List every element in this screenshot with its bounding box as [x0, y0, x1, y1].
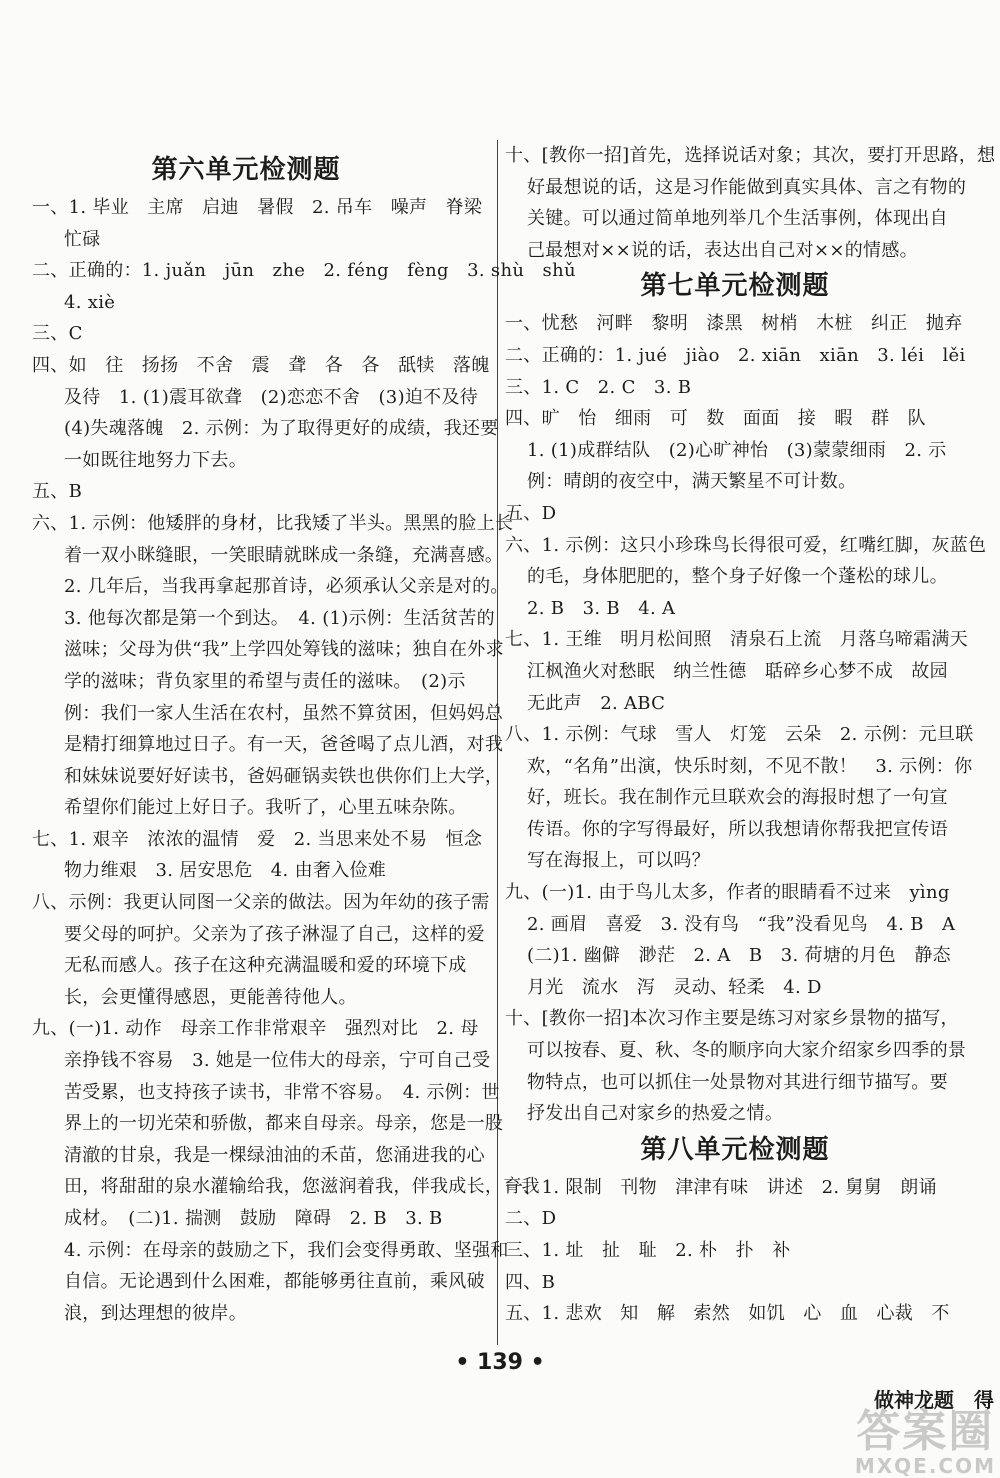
text-line: 五、B	[32, 481, 83, 503]
text-line: 自信。无论遇到什么困难，都能够勇往直前，乘风破	[64, 1271, 485, 1293]
text-line: 三、C	[32, 323, 83, 345]
text-line: (二)1. 幽僻 渺茫 2. A B 3. 荷塘的月色 静态	[527, 945, 951, 967]
text-line: 物特点，也可以抓住一处景物对其进行细节描写。要	[527, 1071, 948, 1093]
text-line: 浪，到达理想的彼岸。	[64, 1302, 247, 1324]
brand-label: 做神龙题 得	[874, 1388, 994, 1412]
text-line: 忙碌	[64, 228, 101, 250]
watermark-text: 答案圈	[856, 1406, 995, 1457]
text-line: 三、1. C 2. C 3. B	[505, 376, 692, 398]
text-line: 八、示例：我更认同图一父亲的做法。因为年幼的孩子需	[32, 892, 490, 914]
text-line: 一、1. 限制 刊物 津津有味 讲述 2. 舅舅 朗诵	[505, 1176, 937, 1198]
text-line: 传语。你的字写得最好，所以我想请你帮我把宣传语	[527, 818, 948, 840]
text-line: 关键。可以通过简单地列举几个生活事例，体现出自	[527, 208, 948, 230]
text-line: 抒发出自己对家乡的热爱之情。	[527, 1103, 784, 1125]
text-line: 无此声 2. ABC	[527, 692, 666, 714]
text-line: 2. B 3. B 4. A	[527, 597, 676, 619]
text-line: 一、1. 毕业 主席 启迪 暑假 2. 吊车 噪声 脊梁	[32, 197, 483, 218]
text-line: 的毛，身体肥肥的，整个身子好像一个蓬松的球儿。	[527, 566, 948, 588]
section-heading-unit7: 第七单元检测题	[640, 271, 830, 302]
text-line: 四、旷 怡 细雨 可 数 面面 接 暇 群 队	[505, 408, 926, 430]
watermark-logo	[855, 1408, 996, 1476]
text-line: 十、[教你一招]本次习作主要是练习对家乡景物的描写，	[505, 1008, 959, 1030]
text-line: 学的滋味；背负家里的希望与责任的滋味。 (2)示	[64, 670, 466, 692]
text-line: 着一双小眯缝眼，一笑眼睛就眯成一条缝，充满喜感。	[64, 544, 504, 566]
text-line: 七、1. 王维 明月松间照 清泉石上流 月落乌啼霜满天	[505, 629, 968, 651]
text-line: 五、1. 悲欢 知 解 索然 如饥 心 血 心裁 不	[505, 1303, 950, 1325]
text-line: 七、1. 艰辛 浓浓的温情 爱 2. 当思来处不易 恒念	[32, 828, 483, 850]
text-line: 十、[教你一招]首先，选择说话对象；其次，要打开思路，想	[505, 145, 996, 166]
text-line: 四、如 往 扬扬 不舍 震 聋 各 各 舐犊 落魄	[32, 354, 490, 376]
page-number: • 139 •	[455, 1350, 545, 1375]
text-line: 田，将甜甜的泉水灌输给我，您滋润着我，伴我成长，育我	[64, 1176, 540, 1198]
text-line: 四、B	[505, 1271, 556, 1293]
text-line: 八、1. 示例：气球 雪人 灯笼 云朵 2. 示例：元旦联	[505, 724, 974, 746]
text-line: 3. 他每次都是第一个到达。 4. (1)示例：生活贫苦的	[64, 607, 495, 629]
text-line: 和妹妹说要好好读书，爸妈砸锅卖铁也供你们上大学，	[64, 765, 504, 787]
text-line: 可以按春、夏、秋、冬的顺序向大家介绍家乡四季的景	[527, 1040, 967, 1062]
text-line: 2. 画眉 喜爱 3. 没有鸟 “我”没看见鸟 4. B A	[527, 913, 956, 935]
text-line: 五、D	[505, 502, 557, 524]
text-line: 例：我们一家人生活在农村，虽然不算贫困，但妈妈总	[64, 702, 504, 724]
text-line: 无私而感人。孩子在这种充满温暖和爱的环境下成	[64, 955, 467, 977]
text-line: 1. (1)成群结队 (2)心旷神怡 (3)蒙蒙细雨 2. 示	[527, 439, 947, 461]
text-line: 二、正确的：1. jué jiào 2. xiān xiān 3. léi lěi	[505, 344, 966, 366]
section-heading-unit6: 第六单元检测题	[151, 155, 341, 185]
text-line: 好最想说的话，这是习作能做到真实具体、言之有物的	[527, 176, 967, 198]
text-line: 江枫渔火对愁眠 纳兰性德 聒碎乡心梦不成 故园	[527, 660, 948, 682]
text-line: 物力维艰 3. 居安思危 4. 由奢入俭难	[64, 860, 387, 882]
section-heading-unit8: 第八单元检测题	[640, 1134, 830, 1165]
text-line: 及待 1. (1)震耳欲聋 (2)恋恋不舍 (3)迫不及待	[64, 386, 479, 408]
text-line: 写在海报上，可以吗？	[527, 850, 710, 872]
text-line: 好，班长。我在制作元旦联欢会的海报时想了一句宣	[527, 787, 948, 809]
text-line: 希望你们能过上好日子。我听了，心里五味杂陈。	[64, 797, 467, 819]
text-line: 己最想对××说的话，表达出自己对××的情感。	[527, 239, 918, 261]
text-line: 九、(一)1. 由于鸟儿太多，作者的眼睛看不过来 yìng	[505, 882, 950, 904]
text-line: 六、1. 示例：他矮胖的身材，比我矮了半头。黑黑的脸上长	[32, 512, 514, 534]
text-line: 欢，“名角”出演，快乐时刻，不见不散！ 3. 示例：你	[527, 755, 973, 777]
text-line: 月光 流水 泻 灵动、轻柔 4. D	[527, 976, 822, 998]
text-line: 六、1. 示例：这只小珍珠鸟长得很可爱，红嘴红脚，灰蓝色	[505, 534, 987, 556]
text-line: 要父母的呵护。父亲为了孩子淋湿了自己，这样的爱	[64, 923, 485, 945]
text-line: 二、正确的：1. juǎn jūn zhe 2. féng fèng 3. shù shǔ	[32, 260, 576, 282]
text-line: 例：晴朗的夜空中，满天繁星不可计数。	[527, 471, 857, 493]
text-line: 滋味；父母为供“我”上学四处筹钱的滋味；独自在外求	[64, 639, 504, 661]
text-line: 一如既往地努力下去。	[64, 449, 247, 471]
text-line: 成材。 (二)1. 揣测 鼓励 障碍 2. B 3. B	[64, 1208, 443, 1229]
text-line: 二、D	[505, 1208, 557, 1230]
text-line: 九、(一)1. 动作 母亲工作非常艰辛 强烈对比 2. 母	[32, 1018, 479, 1040]
text-line: 一、忧愁 河畔 黎明 漆黑 树梢 木桩 纠正 抛弃	[505, 313, 963, 335]
text-line: 长，会更懂得感恩，更能善待他人。	[64, 986, 357, 1008]
text-line: 三、1. 址 扯 耻 2. 朴 扑 补	[505, 1240, 791, 1261]
text-line: 4. 示例：在母亲的鼓励之下，我们会变得勇敢、坚强和	[64, 1239, 509, 1261]
text-line: 亲挣钱不容易 3. 她是一位伟大的母亲，宁可自己受	[64, 1050, 491, 1072]
text-line: 苦受累，也支持孩子读书，非常不容易。 4. 示例：世	[64, 1081, 500, 1103]
text-line: (4)失魂落魄 2. 示例：为了取得更好的成绩，我还要	[64, 418, 499, 440]
watermark-url: MXQE.COM	[854, 1454, 996, 1478]
text-line: 界上的一切光荣和骄傲，都来自母亲。母亲，您是一股	[64, 1113, 504, 1135]
text-line: 是精打细算地过日子。有一天，爸爸喝了点儿酒，对我	[64, 734, 504, 756]
text-line: 4. xiè	[64, 291, 116, 313]
text-line: 2. 几年后，当我再拿起那首诗，必须承认父亲是对的。	[64, 576, 509, 598]
text-line: 清澈的甘泉，我是一棵绿油油的禾苗，您涌进我的心	[64, 1144, 485, 1166]
right-column	[505, 140, 996, 1330]
